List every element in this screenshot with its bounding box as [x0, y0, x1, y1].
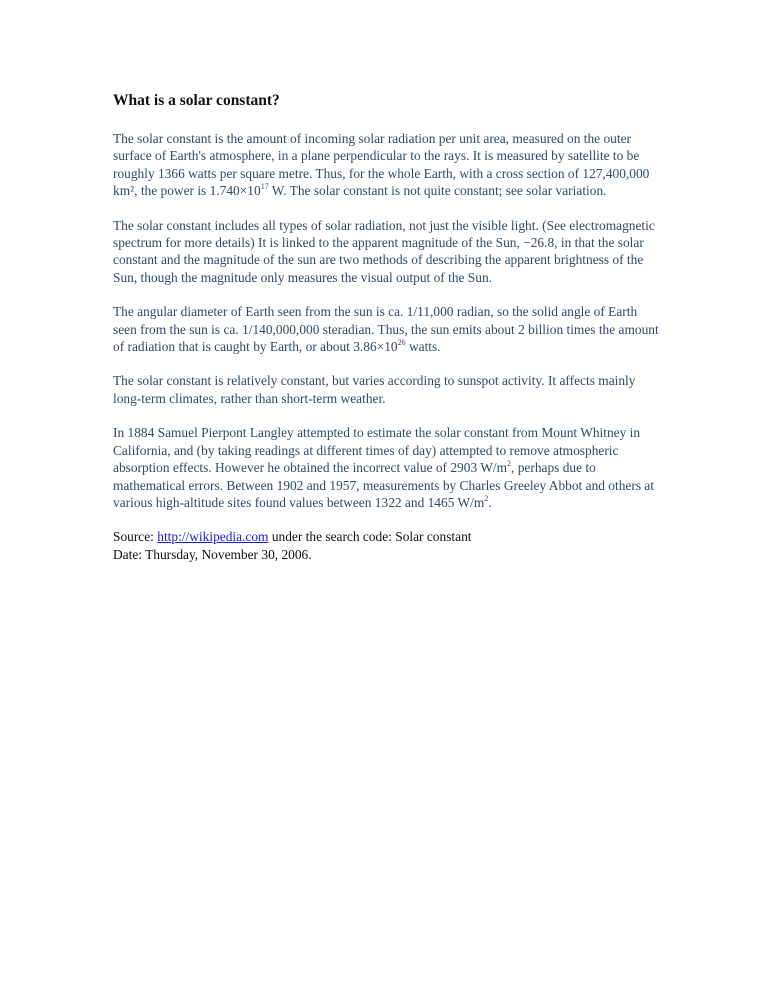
paragraph-definition [113, 130, 661, 200]
source-suffix: under the search code: Solar constant [268, 529, 472, 545]
paragraph-angular-diameter-text: The angular diameter of Earth seen from the sun is ca. 1/11,000 radian, so the solid angle of Earth seen from the sun is ca. 1/140,000,000 steradian. Thus, the sun emits about 2 billion times the amount of radiation that is caught by Earth, or about 3.86×10 [113, 304, 659, 355]
exponent-17: 17 [260, 182, 269, 192]
source-prefix: Source: [113, 529, 158, 545]
paragraph-langley-text-end: . [488, 494, 492, 510]
paragraph-sunspot-activity: The solar constant is relatively constant, but varies according to sunspot activity. It affects mainly long-term climates, rather than short-term weather. [113, 373, 636, 406]
document-page [113, 90, 661, 563]
page-title: What is a solar constant? [113, 92, 280, 109]
paragraph-angular-diameter [113, 303, 661, 355]
paragraph-angular-diameter-text-end: watts. [405, 339, 441, 355]
paragraph-radiation-types: The solar constant includes all types of solar radiation, not just the visible light. (See electromagnetic spectrum for more details) It is linked to the apparent magnitude of the Sun, −26.8, in that the solar constant and the magnitude of the sun are two methods of describing the apparent brightness of the Sun, though the magnitude only measures the visual output of the Sun. [113, 217, 655, 285]
source-line [113, 528, 661, 545]
paragraph-definition-text: The solar constant is the amount of incoming solar radiation per unit area, measured on the outer surface of Earth's atmosphere, in a plane perpendicular to the rays. It is measured by satellite to be roughly 1366 watts per square metre. Thus, for the whole Earth, with a cross section of 127,400,000 km², the power is 1.740×10 [113, 131, 650, 199]
date-line: Date: Thursday, November 30, 2006. [113, 546, 312, 562]
paragraph-langley-text-middle: , perhaps due to mathematical errors. Between 1902 and 1957, measurements by Charles Greeley Abbot and others at various high-altitude sites found values between 1322 and 1465 W/m [113, 460, 655, 510]
paragraph-langley-text: In 1884 Samuel Pierpont Langley attempted to estimate the solar constant from Mount Whitney in California, and (by taking readings at different times of day) attempted to remove atmospheric absorption effects. However he obtained the incorrect value of 2903 W/m [113, 425, 641, 476]
exponent-2-first: 2 [507, 459, 512, 469]
exponent-2-second: 2 [484, 493, 489, 503]
wikipedia-link[interactable]: http://wikipedia.com [157, 529, 269, 545]
paragraph-definition-text-end: W. The solar constant is not quite constant; see solar variation. [268, 183, 607, 199]
paragraph-langley-history [113, 424, 661, 511]
exponent-26: 26 [397, 338, 406, 348]
